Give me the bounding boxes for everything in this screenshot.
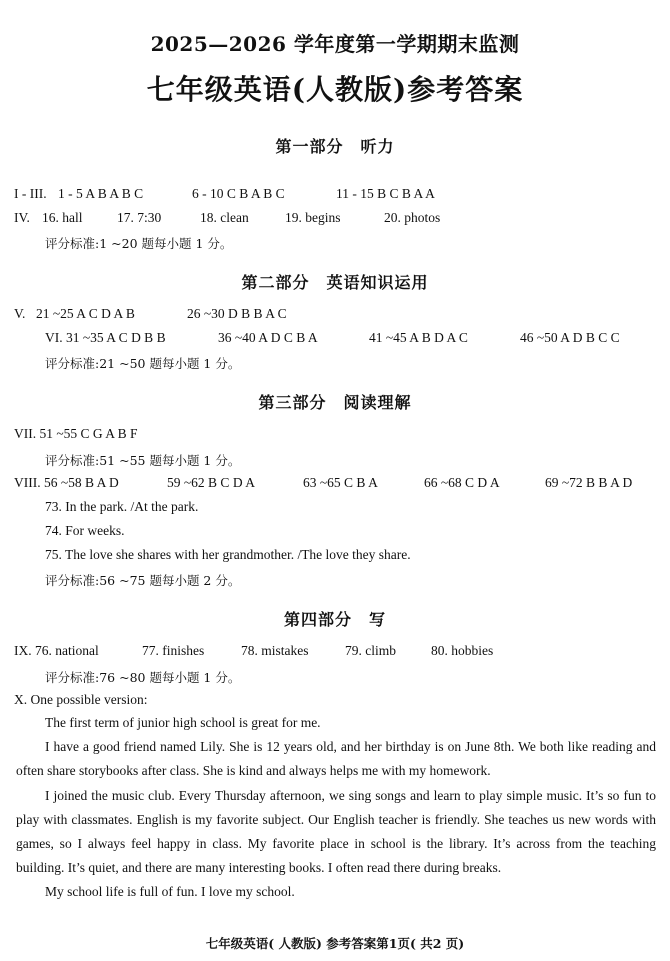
answer-item: IX. 76. national <box>14 643 99 658</box>
answer-item: 79. climb <box>345 643 396 658</box>
answer-75: 75. The love she shares with her grandmother. /The love they share. <box>45 547 411 562</box>
scoring-note: 评分标准:21 ~50 题每小题 1 分。 <box>45 356 241 371</box>
answer-group: VIII. 56 ~58 B A D <box>14 475 119 490</box>
answer-item: 18. clean <box>200 210 249 225</box>
scoring-note: 评分标准:1 ~20 题每小题 1 分。 <box>45 236 233 251</box>
answer-group: 66 ~68 C D A <box>424 475 500 490</box>
answer-group: 26 ~30 D B B A C <box>187 306 287 321</box>
answer-group: 1 - 5 A B A B C <box>58 186 144 201</box>
essay-paragraph: I have a good friend named Lily. She is 12 years old, and her birthday is on June 8th. We both like reading and often share storybooks after class. She is kind and always helps me with my homework. <box>16 739 656 779</box>
answer-group: 63 ~65 C B A <box>303 475 378 490</box>
page-footer: 七年级英语( 人教版) 参考答案第1页( 共2 页) <box>205 936 465 951</box>
sample-essay-label: X. One possible version: <box>14 692 148 707</box>
answer-item: 78. mistakes <box>241 643 309 658</box>
answer-group: 41 ~45 A B D A C <box>369 330 468 345</box>
answer-item: 77. finishes <box>142 643 205 658</box>
answer-group: 36 ~40 A D C B A <box>218 330 318 345</box>
row-label: I - III. <box>14 186 47 201</box>
essay-paragraph: I joined the music club. Every Thursday afternoon, we sing songs and learn to play simple music. It’s so fun to play with classmates. English is my favorite subject. Our English teacher is friendly. She teaches us new words with games, so I always feel happy in class. My favorite place in school is the library. It’s across from the teaching building. It’s quiet, and there are many interesting books. I often read there during breaks. <box>16 787 656 876</box>
scoring-note: 评分标准:76 ~80 题每小题 1 分。 <box>45 670 241 685</box>
sample-essay <box>16 711 656 905</box>
essay-paragraph: The first term of junior high school is great for me. <box>45 715 321 730</box>
answer-group: 6 - 10 C B A B C <box>192 186 285 201</box>
section-heading-reading: 第三部分 阅读理解 <box>258 393 412 412</box>
section-heading-writing: 第四部分 写 <box>283 610 386 629</box>
scoring-note: 评分标准:56 ~75 题每小题 2 分。 <box>45 573 241 588</box>
scoring-note: 评分标准:51 ~55 题每小题 1 分。 <box>45 453 241 468</box>
answer-group: 59 ~62 B C D A <box>167 475 255 490</box>
answer-item: 80. hobbies <box>431 643 494 658</box>
answer-item: 19. begins <box>285 210 341 225</box>
answer-row-31-50 <box>45 330 660 348</box>
section-heading-listening: 第一部分 听力 <box>275 137 395 156</box>
answer-73: 73. In the park. /At the park. <box>45 499 199 514</box>
answer-row-21-30 <box>14 306 654 324</box>
row-label: V. <box>14 306 26 321</box>
document-title: 七年级英语(人教版)参考答案 <box>146 73 524 106</box>
answer-group: 11 - 15 B C B A A <box>336 186 435 201</box>
answer-group: 21 ~25 A C D A B <box>36 306 135 321</box>
section-heading-language-use: 第二部分 英语知识运用 <box>241 273 429 292</box>
answer-group: 69 ~72 B B A D <box>545 475 633 490</box>
answer-item: 17. 7:30 <box>117 210 162 225</box>
answer-row-76-80 <box>14 643 654 661</box>
answer-74: 74. For weeks. <box>45 523 125 538</box>
answer-group: VI. 31 ~35 A C D B B <box>45 330 166 345</box>
answer-row-1-15 <box>14 186 654 204</box>
answer-row-16-20 <box>14 210 654 228</box>
answer-item: 16. hall <box>42 210 83 225</box>
answer-row-51-55: VII. 51 ~55 C G A B F <box>14 426 138 441</box>
row-label: IV. <box>14 210 30 225</box>
essay-paragraph: My school life is full of fun. I love my school. <box>45 884 295 900</box>
answer-group: 46 ~50 A D B C C <box>520 330 620 345</box>
answer-item: 20. photos <box>384 210 441 225</box>
exam-title: 2025—2026 学年度第一学期期末监测 <box>150 32 520 56</box>
answer-row-56-72 <box>14 475 659 493</box>
